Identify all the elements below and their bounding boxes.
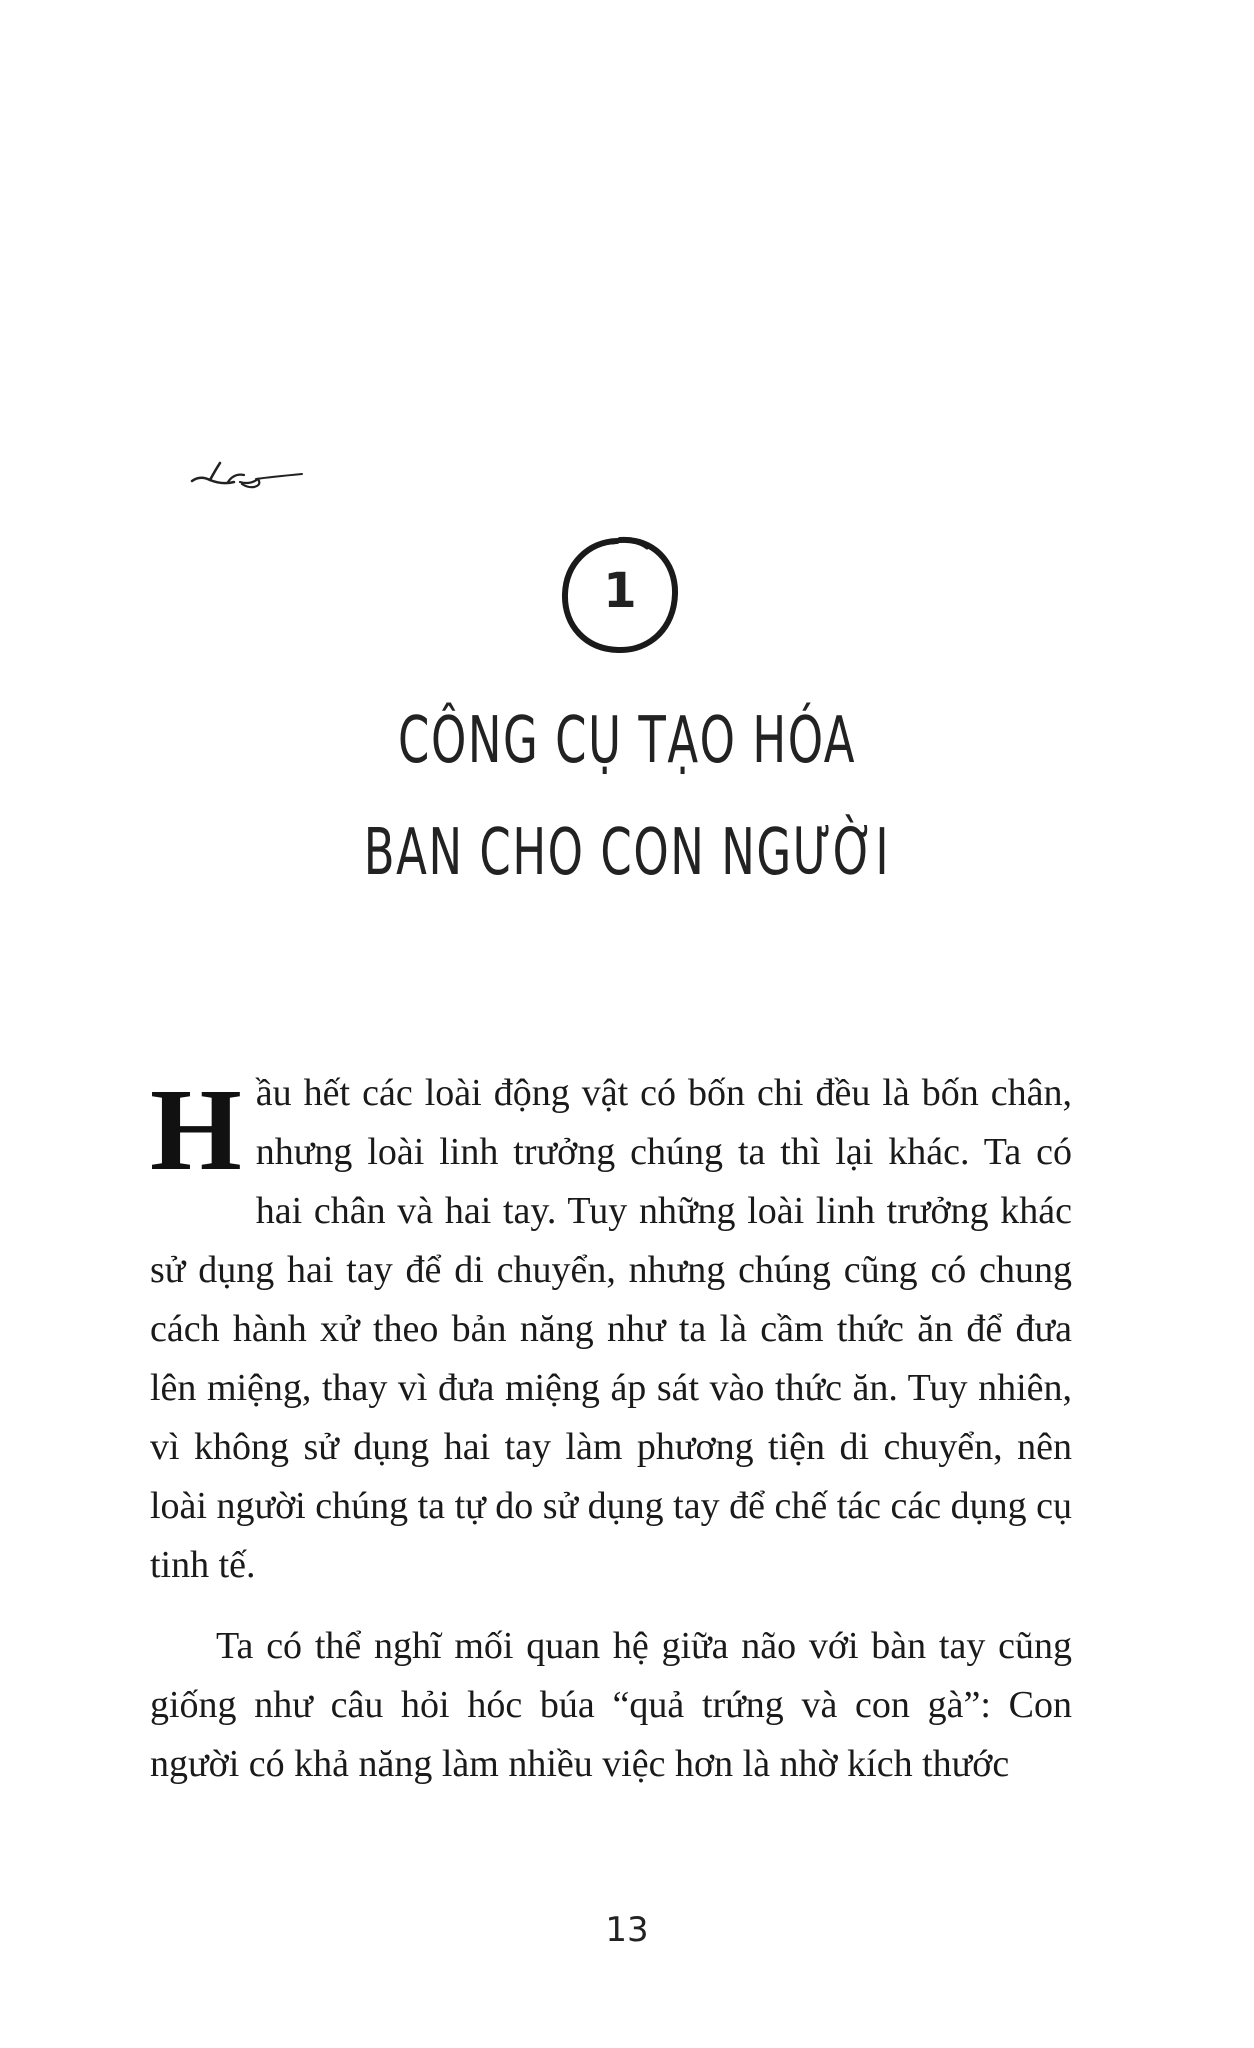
paragraph-2: Ta có thể nghĩ mối quan hệ giữa não với bàn tay cũng giống như câu hỏi hóc búa “quả trứng và con gà”: Con người có khả năng làm nhiều việc hơn là nhờ kích thước	[150, 1625, 1072, 1785]
chapter-title-line-2: BAN CHO CON NGƯỜI	[363, 816, 891, 890]
drop-cap: H	[150, 1064, 242, 1195]
paragraph-1	[150, 1064, 1072, 1595]
page-number: 13	[605, 1910, 649, 1950]
paragraph-1-text: ầu hết các loài động vật có bốn chi đều là bốn chân, nhưng loài linh trưởng chúng ta thì lại khác. Ta có hai chân và hai tay. Tuy những loài linh trưởng khác sử dụng hai tay để di chuyển, nhưng chúng cũng có chung cách hành xử theo bản năng như ta là cầm thức ăn để đưa lên miệng, thay vì đưa miệng áp sát vào thức ăn. Tuy nhiên, vì không sử dụng hai tay làm phương tiện di chuyển, nên loài người chúng ta tự do sử dụng tay để chế tác các dụng cụ tinh tế.	[150, 1072, 1072, 1586]
bird-icon	[190, 455, 305, 495]
chapter-title-line-1: CÔNG CỤ TẠO HÓA	[398, 704, 856, 778]
body-text	[150, 1064, 1072, 1794]
chapter-number: 1	[603, 563, 637, 619]
chapter-title	[294, 685, 960, 909]
